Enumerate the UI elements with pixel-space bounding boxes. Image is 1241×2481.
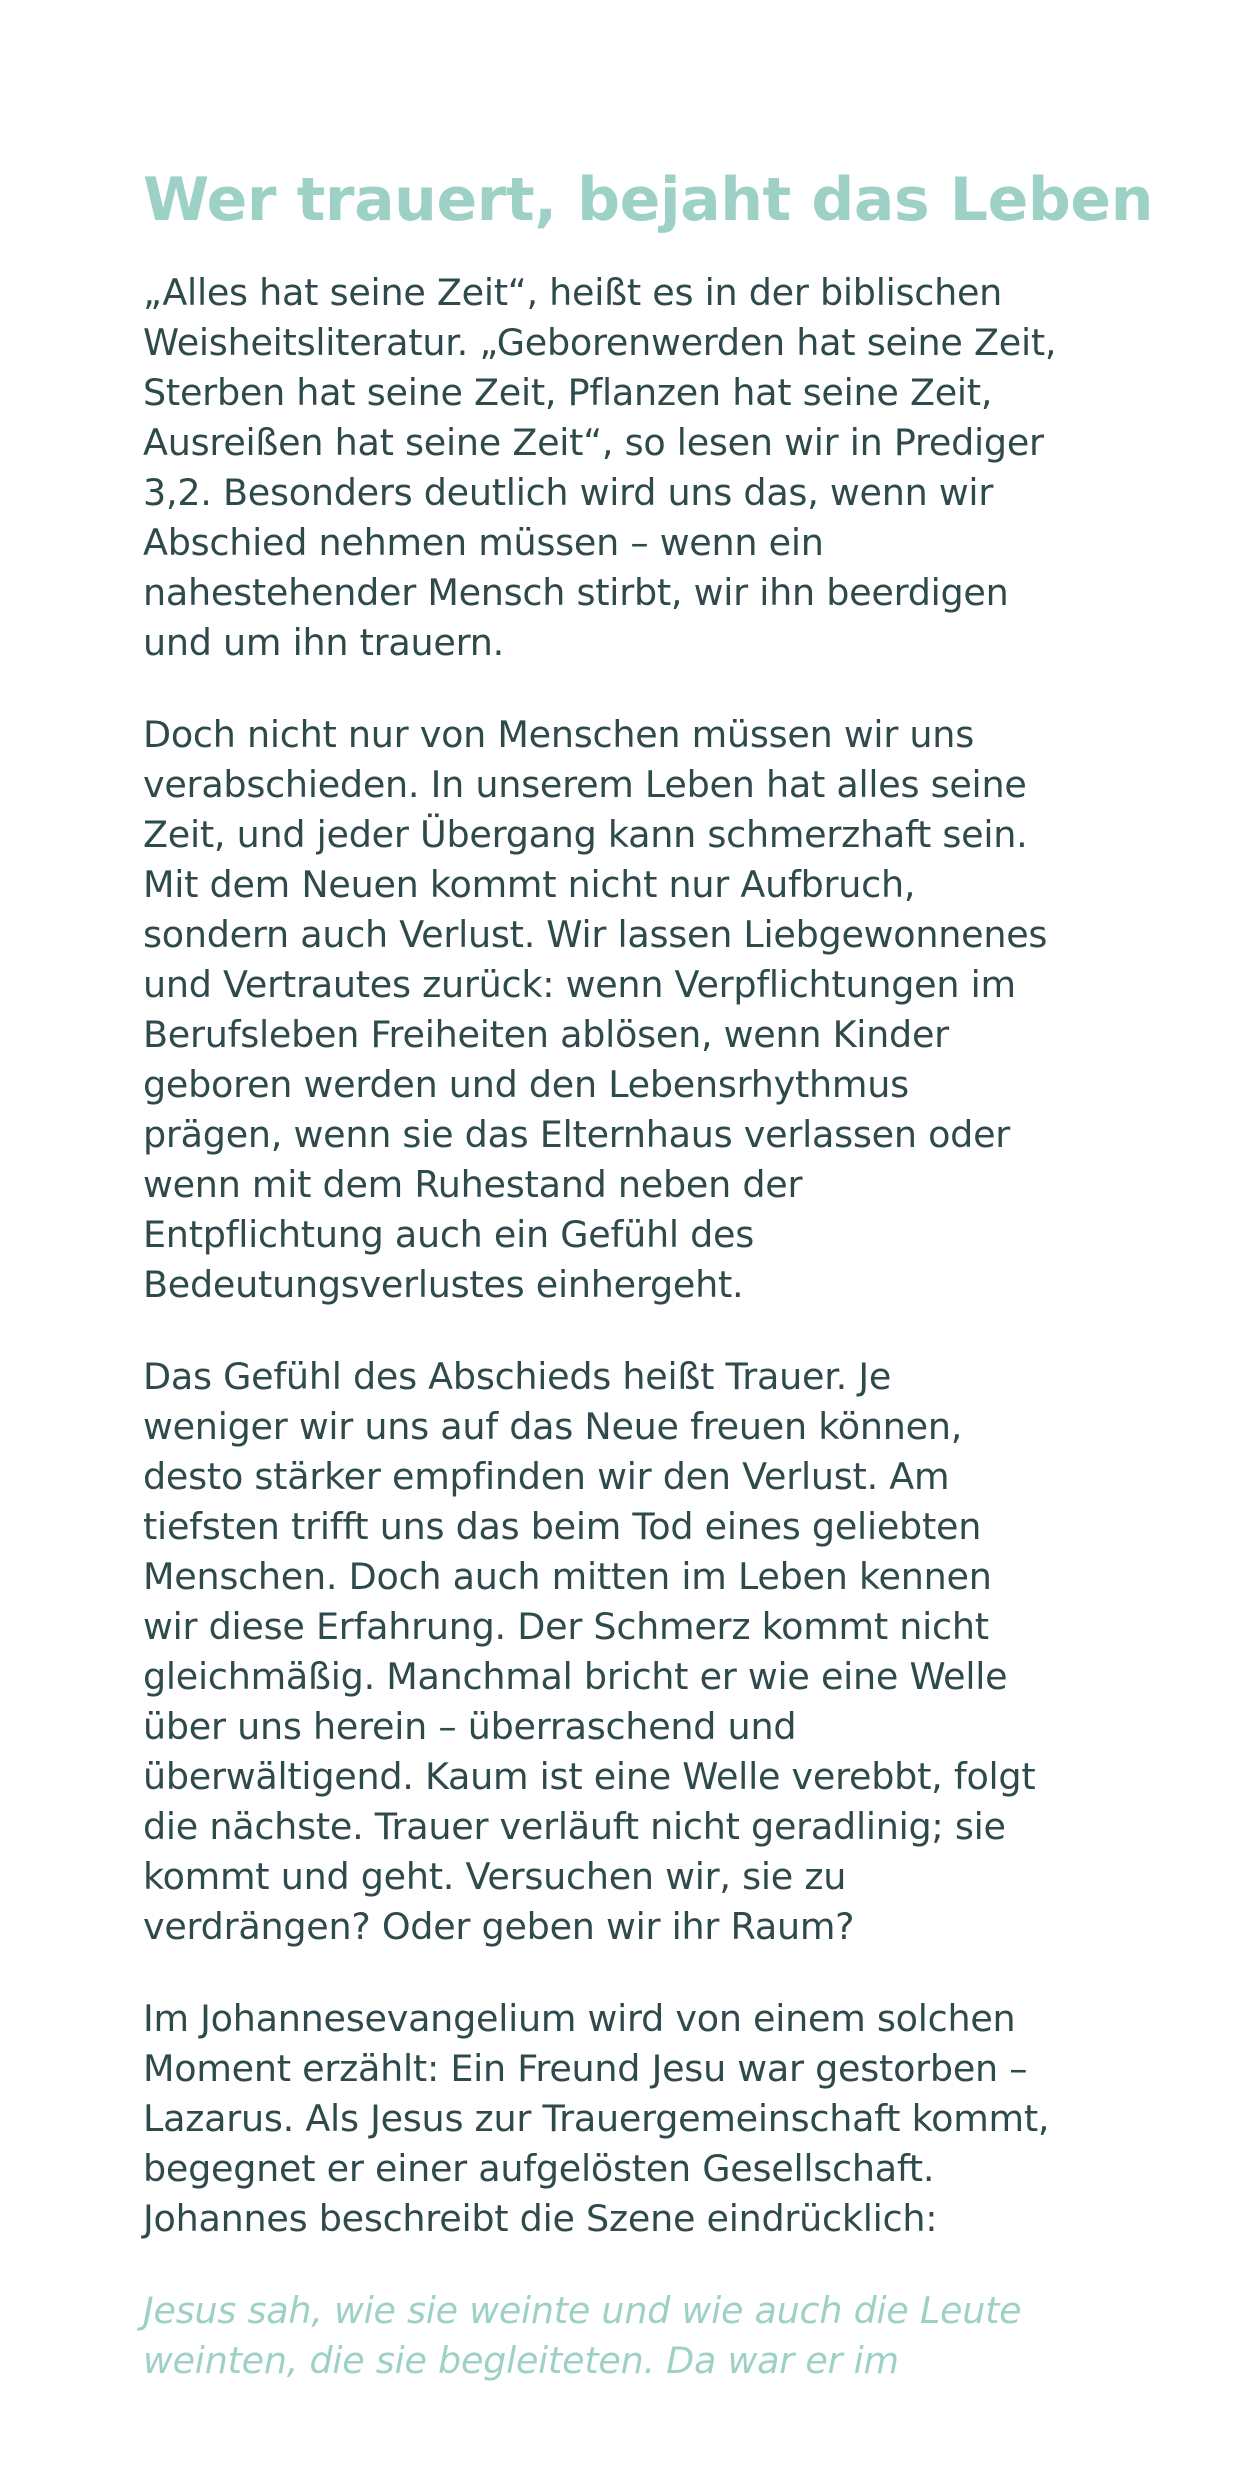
body-paragraph-3: Das Gefühl des Abschieds heißt Trauer. Je weniger wir uns auf das Neue freuen können, desto stärker empfinden wir den Verlust. Am tiefsten trifft uns das beim Tod eines geliebten Menschen. Doch auch mitten im Leben kennen wir diese Erfahrung. Der Schmerz kommt nicht gleichmäßig. Manchmal bricht er wie eine Welle über uns herein – überraschend und überwältigend. Kaum ist eine Welle verebbt, folgt die nächste. Trauer verläuft nicht geradlinig; sie kommt und geht. Versuchen wir, sie zu verdrängen? Oder geben wir ihr Raum? bbox=[143, 1355, 1036, 1948]
bible-quote: Jesus sah, wie sie weinte und wie auch die Leute weinten, die sie begleiteten. Da war er im bbox=[143, 2289, 1022, 2382]
page-title: Wer trauert, bejaht das Leben bbox=[143, 165, 1154, 235]
body-paragraph-4: Im Johannesevangelium wird von einem solchen Moment erzählt: Ein Freund Jesu war gestorben – Lazarus. Als Jesus zur Trauergemeinschaft kommt, begegnet er einer aufgelösten Gesellschaft. Johannes beschreibt die Szene eindrücklich: bbox=[143, 1997, 1050, 2240]
body-paragraph-2: Doch nicht nur von Menschen müssen wir uns verabschieden. In unserem Leben hat alles seine Zeit, und jeder Übergang kann schmerzhaft sein. Mit dem Neuen kommt nicht nur Aufbruch, sondern auch Verlust. Wir lassen Liebgewonnenes und Vertrautes zurück: wenn Verpflichtungen im Berufsleben Freiheiten ablösen, wenn Kinder geboren werden und den Lebensrhythmus prägen, wenn sie das Elternhaus verlassen oder wenn mit dem Ruhestand neben der Entpflichtung auch ein Gefühl des Bedeutungsverlustes einhergeht. bbox=[143, 713, 1048, 1306]
body-paragraph-1: „Alles hat seine Zeit“, heißt es in der biblischen Weisheitsliteratur. „Geborenwerden hat seine Zeit, Sterben hat seine Zeit, Pflanzen hat seine Zeit, Ausreißen hat seine Zeit“, so lesen wir in Prediger 3,2. Besonders deutlich wird uns das, wenn wir Abschied nehmen müssen – wenn ein nahestehender Mensch stirbt, wir ihn beerdigen und um ihn trauern. bbox=[143, 271, 1057, 664]
